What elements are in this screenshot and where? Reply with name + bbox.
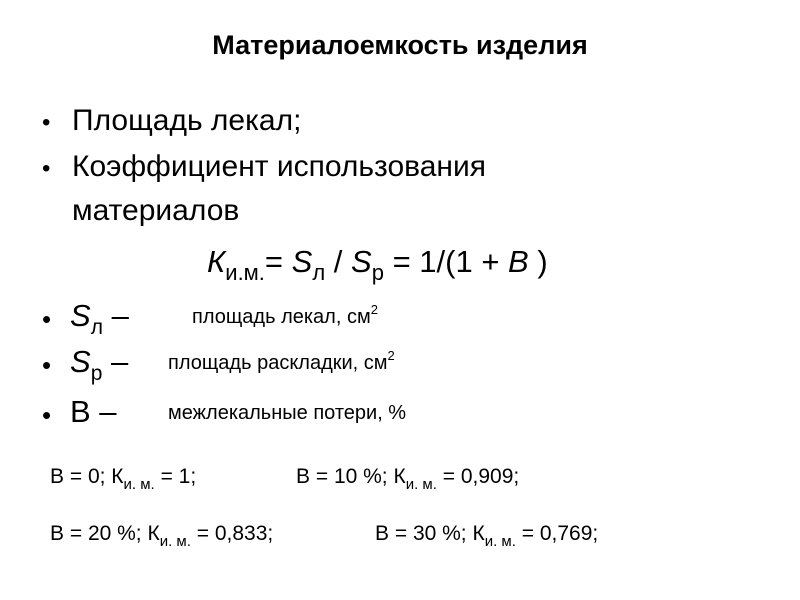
formula-rest: = 1/(1 +	[383, 244, 509, 279]
example-b20: В = 20 %; $К_{и. м.} = 0,833$;	[50, 522, 274, 550]
formula-s-template-subscript: л	[312, 260, 326, 285]
formula-s-layout: S	[351, 244, 372, 279]
bullet-text-line2: материалов	[72, 194, 240, 227]
definition-symbol: $S_р$ –	[70, 344, 129, 385]
formula-close: )	[528, 244, 548, 279]
formula-k: К	[207, 244, 226, 279]
page-title: Материалоемкость изделия	[212, 30, 588, 60]
bullet-marker: •	[42, 350, 52, 380]
example-b0: В = 0; $К_{и. м.} = 1$;	[50, 465, 197, 493]
formula-s-template: S	[291, 244, 313, 279]
coefficient-formula	[207, 244, 548, 285]
definition-text: межлекальные потери, %	[168, 402, 407, 424]
bullet-marker: •	[42, 400, 52, 430]
bullet-marker: •	[42, 155, 51, 182]
example-b10: В = 10 %; $К_{и. м.} = 0,909$;	[296, 465, 520, 493]
bullet-text-line1: Коэффициент использования	[72, 150, 486, 183]
definition-text: площадь раскладки, $см^2$	[168, 348, 395, 374]
formula-equals: =	[264, 244, 292, 279]
definition-symbol: В –	[70, 394, 117, 429]
formula-s-layout-subscript: р	[371, 260, 384, 285]
definition-text: площадь лекал, $см^2$	[192, 302, 378, 328]
formula-b: В	[508, 244, 529, 279]
formula-k-subscript: и.м.	[225, 260, 265, 285]
definition-symbol: $S_л$ –	[70, 298, 129, 339]
bullet-marker: •	[42, 304, 52, 334]
bullet-text: Площадь лекал;	[72, 104, 302, 137]
example-b30: В = 30 %; $К_{и. м.} = 0,769$;	[375, 522, 599, 550]
bullet-marker: •	[42, 109, 51, 136]
formula-divide: /	[325, 244, 352, 279]
